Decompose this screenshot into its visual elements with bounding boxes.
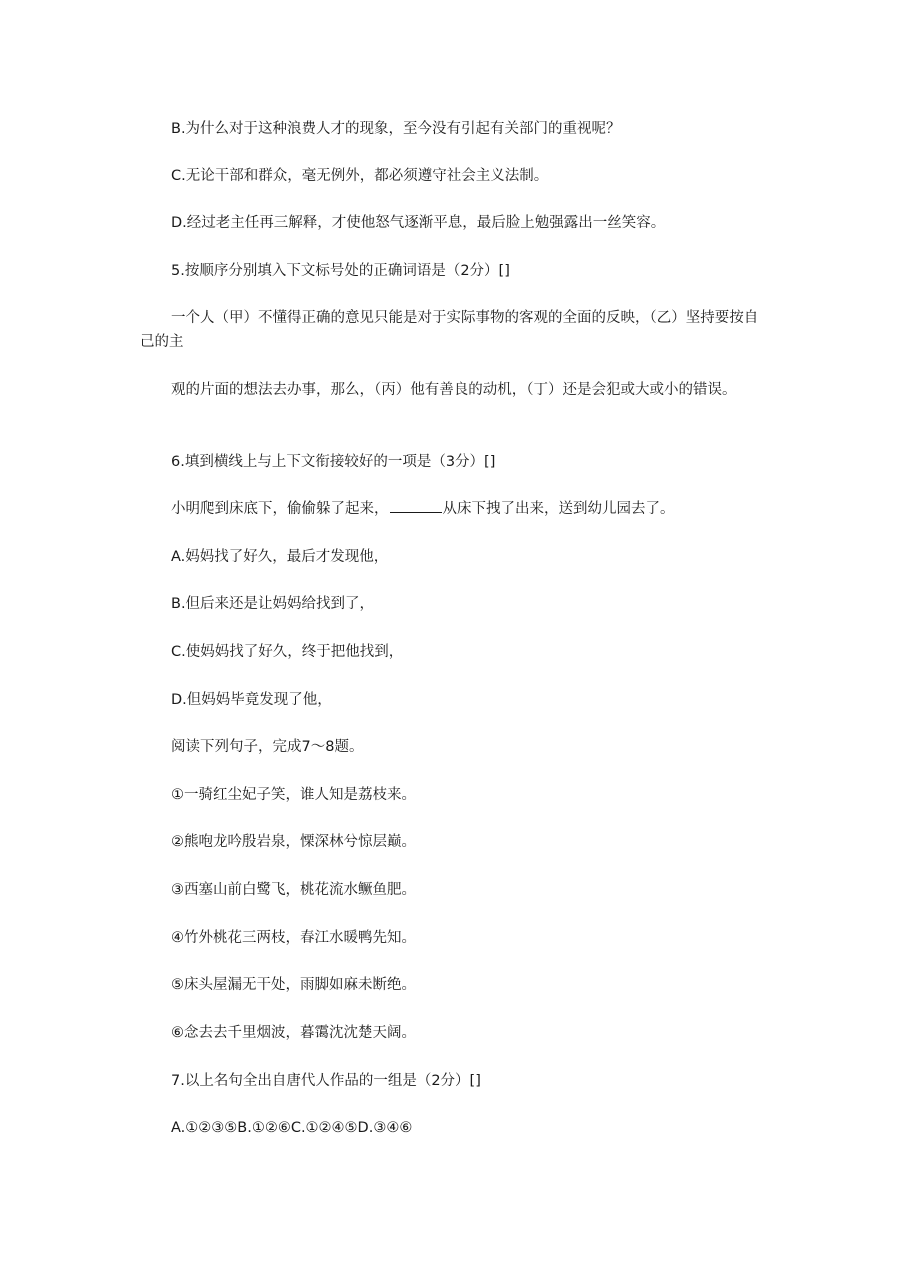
fill-in-blank [390,497,442,513]
q6-option-a: A.妈妈找了好久，最后才发现他， [171,549,389,565]
sentence-1: ①一骑红尘妃子笑，谁人知是荔枝来。 [171,787,416,803]
question-5: 5.按顺序分别填入下文标号处的正确词语是（2分）[] [171,263,510,279]
q4-option-d: D.经过老主任再三解释，才使他怒气逐渐平息，最后脸上勉强露出一丝笑容。 [171,215,666,231]
q6-sentence [140,497,770,521]
q6-option-d: D.但妈妈毕竟发现了他， [171,692,332,708]
q4-option-b: B.为什么对于这种浪费人才的现象，至今没有引起有关部门的重视呢？ [171,121,621,137]
q7-options: A.①②③⑤B.①②⑥C.①②④⑤D.③④⑥ [171,1120,413,1136]
q6-sentence-before: 小明爬到床底下，偷偷躲了起来， [171,501,389,517]
reading-intro: 阅读下列句子，完成7～8题。 [171,739,364,755]
question-6: 6.填到横线上与上下文衔接较好的一项是（3分）[] [171,454,496,470]
q6-option-b: B.但后来还是让妈妈给找到了， [171,596,375,612]
q6-sentence-after: 从床下拽了出来，送到幼儿园去了。 [442,501,675,517]
q6-option-c: C.使妈妈找了好久，终于把他找到， [171,644,404,660]
question-7: 7.以上名句全出自唐代人作品的一组是（2分）[] [171,1073,481,1089]
sentence-4: ④竹外桃花三两枝，春江水暖鸭先知。 [171,930,416,946]
sentence-5: ⑤床头屋漏无干处，雨脚如麻未断绝。 [171,977,416,993]
q5-paragraph-1: 一个人（甲）不懂得正确的意见只能是对于实际事物的客观的全面的反映，（乙）坚持要按自己的主 [140,310,759,350]
q4-option-c: C.无论干部和群众，毫无例外，都必须遵守社会主义法制。 [171,168,549,184]
sentence-3: ③西塞山前白鹭飞，桃花流水鳜鱼肥。 [171,882,416,898]
q5-paragraph-2: 观的片面的想法去办事，那么，（丙）他有善良的动机，（丁）还是会犯或大或小的错误。 [171,382,737,398]
sentence-6: ⑥念去去千里烟波，暮霭沈沈楚天阔。 [171,1025,416,1041]
sentence-2: ②熊咆龙吟殷岩泉，慄深林兮惊层巅。 [171,834,416,850]
